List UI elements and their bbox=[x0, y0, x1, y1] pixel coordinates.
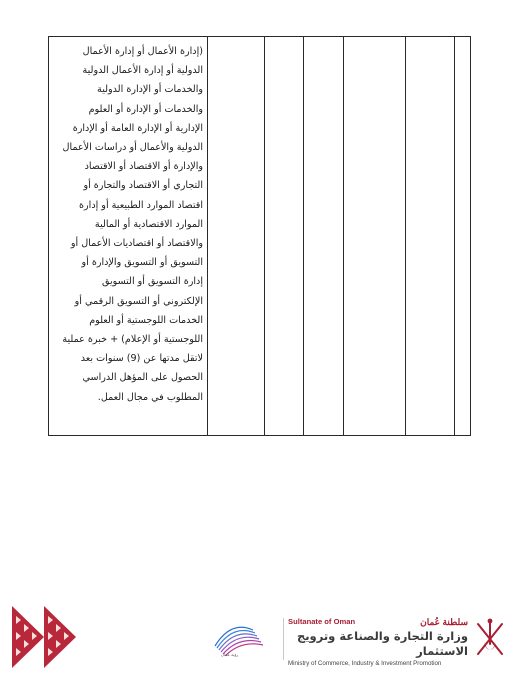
text-line: الدولية والأعمال أو دراسات الأعمال bbox=[62, 142, 203, 154]
vision-logo-text: رؤية عُمان bbox=[221, 652, 239, 657]
text-line: والخدمات أو الإدارة أو العلوم bbox=[88, 103, 203, 115]
text-line: اقتصاد الموارد الطبيعية أو إدارة bbox=[79, 199, 203, 211]
text-line: الإدارية أو الإدارة العامة أو الإدارة bbox=[72, 122, 203, 134]
text-line: لاتقل مدتها عن (9) سنوات بعد bbox=[80, 353, 203, 365]
text-line: والإدارة أو الاقتصاد أو الاقتصاد bbox=[84, 161, 203, 173]
text-line: الحصول على المؤهل الدراسي bbox=[82, 372, 203, 384]
qualification-cell-text bbox=[55, 42, 203, 407]
sultanate-en-label: Sultanate of Oman bbox=[288, 617, 356, 626]
column-divider bbox=[207, 37, 208, 435]
text-line: الخدمات اللوجستية أو العلوم bbox=[89, 314, 203, 326]
text-line: (إدارة الأعمال أو إدارة الأعمال bbox=[82, 46, 203, 57]
text-line: التجاري أو الاقتصاد والتجارة أو bbox=[83, 180, 203, 192]
column-divider bbox=[454, 37, 455, 435]
column-divider bbox=[303, 37, 304, 435]
text-line: الدولية أو إدارة الأعمال الدولية bbox=[82, 65, 203, 77]
text-line: الموارد الاقتصادية أو المالية bbox=[94, 218, 203, 230]
column-divider bbox=[405, 37, 406, 435]
text-line: والاقتصاد أو اقتصاديات الأعمال أو bbox=[70, 238, 203, 250]
text-line: إدارة التسويق أو التسويق bbox=[101, 276, 203, 288]
triangle-pattern-icon bbox=[10, 602, 80, 672]
text-line: والخدمات أو الإدارة الدولية bbox=[97, 84, 203, 96]
requirements-table bbox=[48, 36, 471, 436]
footer-separator bbox=[283, 618, 284, 660]
ministry-en-name: Ministry of Commerce, Industry & Investment Promotion bbox=[288, 660, 442, 667]
text-line: اللوجستية أو الإعلام) + خبرة عملية bbox=[62, 334, 203, 346]
column-divider bbox=[343, 37, 344, 435]
text-line: المطلوب في مجال العمل. bbox=[97, 391, 203, 403]
text-line: التسويق أو التسويق والإدارة أو bbox=[81, 257, 203, 269]
column-divider bbox=[264, 37, 265, 435]
oman-vision-logo-icon bbox=[207, 616, 277, 662]
sultanate-ar-label: سلطنة عُمان bbox=[420, 617, 468, 627]
text-line: الإلكتروني أو التسويق الرقمي أو bbox=[74, 295, 203, 307]
ministry-branding bbox=[288, 617, 468, 667]
oman-emblem-icon bbox=[472, 614, 508, 662]
ministry-ar-name: وزارة التجارة والصناعة وترويج الاستثمار bbox=[296, 629, 468, 658]
